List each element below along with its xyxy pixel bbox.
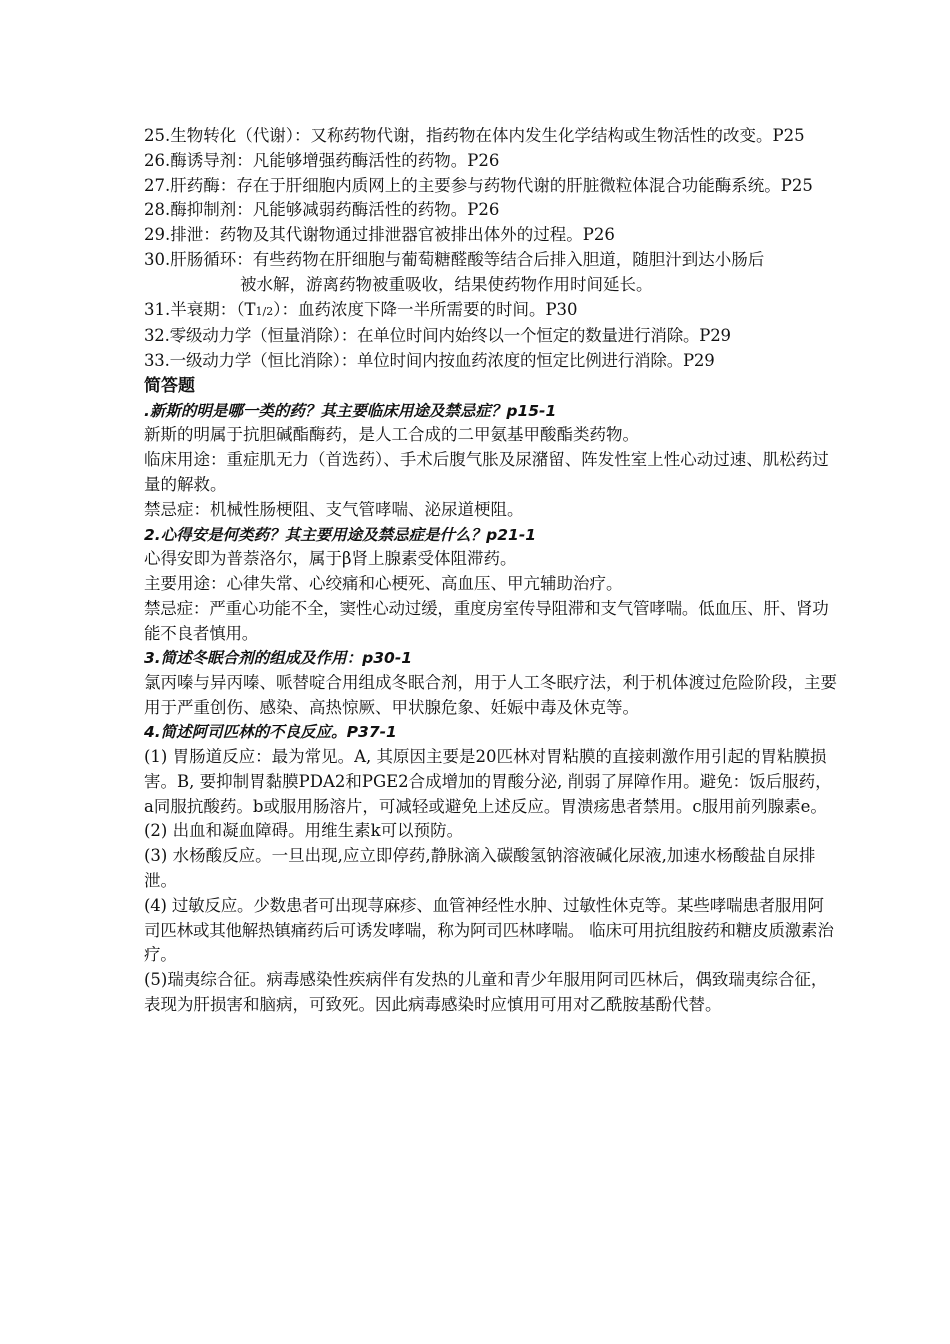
question-4-item-1: (1) 胃肠道反应：最为常见。A, 其原因主要是20匹林对胃粘膜的直接刺激作用引起的胃粘膜损害。B, 要抑制胃黏膜PDA2和PGE2合成增加的胃酸分泌, 削弱了屏障作用。避免：饭后服药，a同服抗酸药。b或服用肠溶片，可减轻或避免上述反应。胃溃疡患者禁用。c服用前列腺素e。 — [144, 746, 832, 816]
definition-31 — [144, 298, 838, 325]
definition-27: 27.肝药酶：存在于肝细胞内质网上的主要参与药物代谢的肝脏微粒体混合功能酶系统。P25 — [144, 175, 813, 195]
question-4-item-3: (3) 水杨酸反应。一旦出现,应立即停药,静脉滴入碳酸氢钠溶液碱化尿液,加速水杨酸盐自尿排泄。 — [144, 846, 816, 890]
question-1-line: 临床用途：重症肌无力（首选药）、手术后腹气胀及尿潴留、阵发性室上性心动过速、肌松药过量的解救。 — [144, 450, 829, 495]
section-title: 简答题 — [144, 375, 195, 396]
question-2-line: 心得安即为普萘洛尔，属于β肾上腺素受体阻滞药。 — [144, 549, 517, 569]
definition-31-subscript: 1/2 — [255, 304, 274, 318]
definition-26: 26.酶诱导剂：凡能够增强药酶活性的药物。P26 — [144, 150, 500, 170]
question-1-line: 禁忌症：机械性肠梗阻、支气管哮喘、泌尿道梗阻。 — [144, 499, 524, 519]
question-3-line: 氯丙嗪与异丙嗪、哌替啶合用组成冬眠合剂，用于人工冬眠疗法，利于机体渡过危险阶段，主要用于严重创伤、感染、高热惊厥、甲状腺危象、妊娠中毒及休克等。 — [144, 672, 837, 717]
question-4-title: 4.简述阿司匹林的不良反应。P37-1 — [144, 723, 397, 742]
question-2-line: 主要用途：心律失常、心绞痛和心梗死、高血压、甲亢辅助治疗。 — [144, 573, 623, 593]
definition-31-prefix: 31.半衰期：（T — [144, 299, 256, 319]
question-4-item-5: (5)瑞夷综合征。病毒感染性疾病伴有发热的儿童和青少年服用阿司匹林后，偶致瑞夷综合征，表现为肝损害和脑病，可致死。因此病毒感染时应慎用可用对乙酰胺基酚代替。 — [144, 970, 828, 1014]
question-3-title: 3.简述冬眠合剂的组成及作用：p30-1 — [144, 649, 413, 668]
question-2-title: 2.心得安是何类药？其主要用途及禁忌症是什么？p21-1 — [144, 525, 537, 544]
definition-33: 33.一级动力学（恒比消除）：单位时间内按血药浓度的恒定比例进行消除。P29 — [144, 351, 715, 371]
question-4-item-4: (4) 过敏反应。少数患者可出现荨麻疹、血管神经性水肿、过敏性休克等。某些哮喘患者服用阿司匹林或其他解热镇痛药后可诱发哮喘，称为阿司匹林哮喘。 临床可用抗组胺药和糖皮质激素治疗。 — [144, 895, 834, 965]
definition-31-suffix: ）：血药浓度下降一半所需要的时间。P30 — [273, 299, 578, 319]
question-1-title: .新斯的明是哪一类的药？其主要临床用途及禁忌症？p15-1 — [144, 401, 557, 420]
question-4-item-2: (2) 出血和凝血障碍。用维生素k可以预防。 — [144, 821, 464, 841]
definition-25: 25.生物转化（代谢）：又称药物代谢，指药物在体内发生化学结构或生物活性的改变。P25 — [144, 126, 805, 145]
definition-29: 29.排泄：药物及其代谢物通过排泄器官被排出体外的过程。P26 — [144, 225, 615, 245]
question-2-line: 禁忌症：严重心功能不全，窦性心动过缓，重度房室传导阻滞和支气管哮喘。低血压、肝、肾功能不良者慎用。 — [144, 598, 829, 643]
question-1-line: 新斯的明属于抗胆碱酯酶药，是人工合成的二甲氨基甲酸酯类药物。 — [144, 425, 639, 445]
definition-30-continued: 被水解，游离药物被重吸收，结果使药物作用时间延长。 — [240, 274, 653, 294]
definition-28: 28.酶抑制剂：凡能够减弱药酶活性的药物。P26 — [144, 200, 500, 220]
definition-30: 30.肝肠循环：有些药物在肝细胞与葡萄糖醛酸等结合后排入胆道，随胆汁到达小肠后 — [144, 249, 765, 269]
definition-32: 32.零级动力学（恒量消除）：在单位时间内始终以一个恒定的数量进行消除。P29 — [144, 326, 731, 346]
